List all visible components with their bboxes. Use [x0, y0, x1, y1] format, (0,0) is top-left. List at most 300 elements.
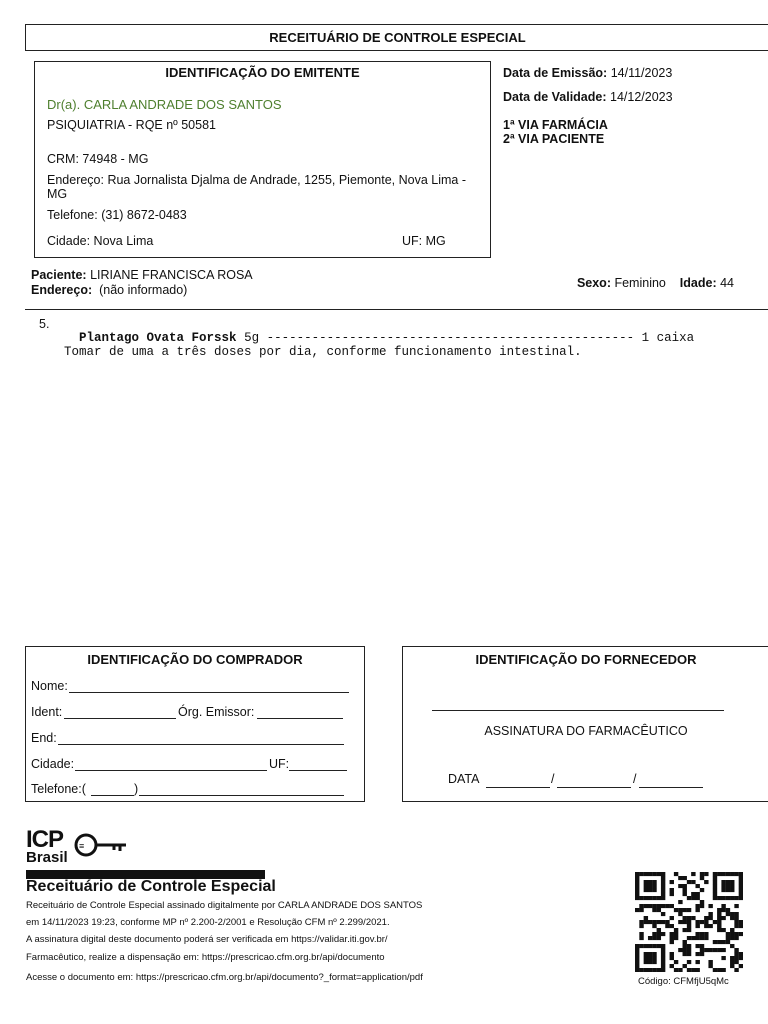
qr-module: [652, 896, 656, 900]
comprador-telefone-close: ): [134, 782, 139, 796]
qr-module: [695, 904, 699, 908]
comprador-telefone-label: Telefone:(: [31, 782, 86, 796]
qr-module: [739, 932, 743, 936]
qr-module: [687, 908, 691, 912]
qr-module: [739, 924, 743, 928]
qr-module: [704, 916, 708, 920]
fornecedor-year-line: [639, 787, 703, 788]
qr-module: [652, 936, 656, 940]
comprador-ident-line: [64, 718, 176, 719]
fornecedor-box: [402, 646, 768, 802]
qr-module: [648, 968, 652, 972]
qr-module: [683, 888, 687, 892]
qr-module: [670, 892, 674, 896]
comprador-title: IDENTIFICAÇÃO DO COMPRADOR: [87, 652, 303, 667]
doctor-uf: UF: MG: [402, 234, 446, 248]
qr-module: [687, 880, 691, 884]
qr-module: [704, 924, 708, 928]
icp-logo-bottom: Brasil: [26, 849, 68, 866]
footer-line-5: Acesse o documento em: https://prescricao.cfm.org.br/api/documento?_format=application/pdf: [26, 972, 423, 983]
qr-module: [683, 920, 687, 924]
qr-module: [734, 904, 738, 908]
svg-text:≡: ≡: [79, 841, 85, 851]
qr-module: [700, 904, 704, 908]
patient-name-label: Paciente:: [31, 268, 87, 282]
qr-module: [704, 932, 708, 936]
qr-module: [687, 968, 691, 972]
qr-module: [670, 932, 674, 936]
qr-module: [721, 956, 725, 960]
qr-module: [657, 968, 661, 972]
qr-module: [739, 888, 743, 892]
qr-module: [670, 940, 674, 944]
qr-module: [678, 900, 682, 904]
fornecedor-signature-line: [432, 710, 724, 711]
qr-module: [700, 920, 704, 924]
qr-module: [657, 904, 661, 908]
qr-module: [635, 876, 639, 880]
qr-module: [670, 888, 674, 892]
qr-module: [652, 932, 656, 936]
qr-module: [674, 936, 678, 940]
qr-module: [721, 940, 725, 944]
qr-module: [648, 884, 652, 888]
patient-address: [31, 283, 187, 297]
qr-module: [661, 968, 665, 972]
qr-module: [730, 872, 734, 876]
qr-module: [683, 876, 687, 880]
qr-module: [695, 968, 699, 972]
qr-module: [721, 968, 725, 972]
prescription-number: 5.: [39, 317, 50, 331]
qr-module: [644, 968, 648, 972]
comprador-telefone-row: [31, 782, 344, 796]
qr-module: [695, 960, 699, 964]
emissao-label: Data de Emissão:: [503, 66, 608, 80]
qr-module: [652, 956, 656, 960]
qr-module: [695, 920, 699, 924]
qr-module: [739, 884, 743, 888]
qr-module: [721, 896, 725, 900]
qr-module: [648, 880, 652, 884]
qr-module: [639, 924, 643, 928]
prescription-dose: 5g ------------------------------------------------- 1 caixa: [244, 331, 695, 345]
qr-module: [721, 888, 725, 892]
qr-module: [635, 968, 639, 972]
qr-module: [700, 944, 704, 948]
qr-module: [734, 920, 738, 924]
qr-module: [687, 896, 691, 900]
qr-code-icon[interactable]: [635, 872, 743, 972]
qr-module: [674, 872, 678, 876]
qr-module: [644, 884, 648, 888]
qr-module: [635, 884, 639, 888]
qr-module: [657, 908, 661, 912]
qr-module: [700, 888, 704, 892]
validade-date: [503, 90, 673, 104]
qr-module: [644, 916, 648, 920]
qr-module: [652, 924, 656, 928]
qr-module: [652, 904, 656, 908]
doctor-phone: Telefone: (31) 8672-0483: [47, 208, 187, 222]
qr-module: [674, 908, 678, 912]
qr-module: [652, 872, 656, 876]
qr-module: [670, 952, 674, 956]
qr-module: [734, 924, 738, 928]
footer-line-2: em 14/11/2023 19:23, conforme MP nº 2.200-2/2001 e Resolução CFM nº 2.299/2021.: [26, 917, 390, 928]
qr-module: [708, 912, 712, 916]
qr-module: [635, 948, 639, 952]
document-header-box: [25, 24, 768, 51]
qr-module: [734, 912, 738, 916]
qr-module: [639, 968, 643, 972]
qr-module: [704, 936, 708, 940]
qr-module: [717, 948, 721, 952]
comprador-nome-row: [31, 679, 349, 693]
patient-divider: [25, 309, 768, 310]
qr-module: [730, 888, 734, 892]
qr-module: [704, 920, 708, 924]
qr-module: [683, 952, 687, 956]
qr-module: [648, 888, 652, 892]
qr-module: [734, 956, 738, 960]
qr-module: [700, 936, 704, 940]
prescription-item: [64, 317, 694, 345]
qr-module: [717, 920, 721, 924]
qr-module: [648, 960, 652, 964]
qr-module: [721, 884, 725, 888]
qr-module: [734, 936, 738, 940]
qr-module: [717, 912, 721, 916]
qr-module: [721, 948, 725, 952]
qr-module: [639, 944, 643, 948]
qr-module: [657, 932, 661, 936]
qr-module: [708, 916, 712, 920]
qr-module: [661, 960, 665, 964]
comprador-uf-label: UF:: [269, 757, 290, 771]
qr-module: [726, 932, 730, 936]
qr-module: [657, 896, 661, 900]
qr-module: [657, 936, 661, 940]
qr-module: [687, 920, 691, 924]
comprador-end-label: End:: [31, 731, 57, 745]
qr-module: [639, 904, 643, 908]
icp-logo-top: ICP: [26, 826, 64, 853]
comprador-uf-line: [289, 770, 347, 771]
qr-module: [726, 896, 730, 900]
qr-module: [713, 876, 717, 880]
document-title: RECEITUÁRIO DE CONTROLE ESPECIAL: [269, 30, 526, 45]
qr-module: [665, 904, 669, 908]
qr-module: [687, 924, 691, 928]
qr-module: [639, 908, 643, 912]
qr-module: [721, 904, 725, 908]
qr-module: [648, 956, 652, 960]
qr-module: [700, 876, 704, 880]
qr-module: [670, 936, 674, 940]
qr-module: [670, 880, 674, 884]
qr-module: [730, 880, 734, 884]
qr-module: [704, 872, 708, 876]
qr-module: [683, 884, 687, 888]
qr-module: [635, 880, 639, 884]
qr-module: [717, 896, 721, 900]
qr-module: [652, 944, 656, 948]
qr-module: [661, 920, 665, 924]
qr-module: [683, 940, 687, 944]
emitente-title: IDENTIFICAÇÃO DO EMITENTE: [165, 65, 360, 80]
qr-module: [713, 884, 717, 888]
emitente-box: [34, 61, 491, 258]
qr-module: [644, 888, 648, 892]
qr-module: [739, 896, 743, 900]
qr-module: [730, 928, 734, 932]
qr-module: [661, 932, 665, 936]
qr-module: [687, 944, 691, 948]
qr-module: [717, 872, 721, 876]
patient-sex-age: [577, 276, 734, 290]
patient-name-value: LIRIANE FRANCISCA ROSA: [90, 268, 253, 282]
qr-module: [683, 944, 687, 948]
fornecedor-slash-1: /: [551, 772, 555, 786]
qr-module: [648, 920, 652, 924]
qr-module: [648, 952, 652, 956]
comprador-end-row: [31, 731, 344, 745]
qr-module: [648, 936, 652, 940]
qr-module: [708, 904, 712, 908]
qr-module: [661, 912, 665, 916]
qr-module: [644, 956, 648, 960]
qr-module: [691, 872, 695, 876]
qr-module: [657, 928, 661, 932]
qr-module: [695, 932, 699, 936]
qr-module: [652, 920, 656, 924]
qr-module: [734, 916, 738, 920]
qr-module: [683, 964, 687, 968]
qr-module: [717, 908, 721, 912]
qr-module: [639, 872, 643, 876]
qr-module: [665, 920, 669, 924]
qr-module: [708, 960, 712, 964]
qr-module: [661, 888, 665, 892]
qr-module: [730, 912, 734, 916]
qr-module: [721, 872, 725, 876]
qr-module: [661, 952, 665, 956]
qr-module: [687, 936, 691, 940]
doctor-address-line2: MG: [47, 187, 68, 201]
qr-module: [695, 944, 699, 948]
qr-module: [721, 880, 725, 884]
qr-module: [704, 948, 708, 952]
footer-line-4: Farmacêutico, realize a dispensação em: https://prescricao.cfm.org.br/api/documento: [26, 952, 385, 963]
qr-module: [734, 896, 738, 900]
qr-module: [670, 904, 674, 908]
qr-module: [661, 956, 665, 960]
comprador-telefone-ddd-line: [91, 795, 134, 796]
qr-module: [721, 908, 725, 912]
qr-module: [674, 968, 678, 972]
qr-module: [678, 920, 682, 924]
qr-module: [635, 952, 639, 956]
qr-module: [713, 892, 717, 896]
qr-module: [683, 892, 687, 896]
qr-module: [652, 952, 656, 956]
qr-module: [734, 960, 738, 964]
qr-module: [661, 892, 665, 896]
via-farmacia: 1ª VIA FARMÁCIA: [503, 118, 608, 132]
comprador-ident-row: [31, 705, 343, 719]
qr-module: [657, 872, 661, 876]
comprador-ident-label: Ident:: [31, 705, 63, 719]
patient-age-value: 44: [720, 276, 734, 290]
qr-module: [713, 872, 717, 876]
qr-module: [739, 964, 743, 968]
footer-line-3: A assinatura digital deste documento poderá ser verificada em https://validar.iti.gov.br/: [26, 934, 388, 945]
qr-module: [717, 928, 721, 932]
emissao-value: 14/11/2023: [610, 66, 673, 80]
qr-module: [644, 944, 648, 948]
qr-module: [717, 940, 721, 944]
comprador-cidade-label: Cidade:: [31, 757, 75, 771]
qr-module: [695, 884, 699, 888]
qr-module: [648, 872, 652, 876]
qr-module: [687, 952, 691, 956]
qr-module: [691, 892, 695, 896]
doctor-city: Cidade: Nova Lima: [47, 234, 154, 248]
comprador-box: [25, 646, 365, 802]
qr-module: [687, 948, 691, 952]
comprador-nome-label: Nome:: [31, 679, 68, 693]
patient-address-label: Endereço:: [31, 283, 93, 297]
qr-module: [730, 956, 734, 960]
qr-module: [717, 916, 721, 920]
qr-module: [644, 952, 648, 956]
qr-module: [734, 968, 738, 972]
qr-module: [683, 916, 687, 920]
qr-module: [717, 924, 721, 928]
fornecedor-month-line: [557, 787, 631, 788]
qr-module: [678, 876, 682, 880]
fornecedor-data-row: [448, 772, 703, 786]
qr-module: [644, 896, 648, 900]
fornecedor-data-label: DATA: [448, 772, 480, 786]
qr-module: [657, 920, 661, 924]
qr-module: [739, 892, 743, 896]
emissao-date: [503, 66, 672, 80]
qr-module: [713, 940, 717, 944]
qr-module: [670, 956, 674, 960]
qr-module: [670, 964, 674, 968]
qr-module: [691, 896, 695, 900]
qr-module: [700, 872, 704, 876]
doctor-address-line1: Endereço: Rua Jornalista Djalma de Andrade, 1255, Piemonte, Nova Lima -: [47, 173, 466, 187]
key-icon: [74, 833, 130, 859]
qr-module: [674, 960, 678, 964]
qr-module: [648, 904, 652, 908]
qr-module: [674, 928, 678, 932]
qr-module: [644, 960, 648, 964]
qr-module: [726, 888, 730, 892]
footer-line-1: Receituário de Controle Especial assinado digitalmente por CARLA ANDRADE DOS SANTOS: [26, 900, 423, 911]
qr-module: [661, 880, 665, 884]
qr-module: [652, 960, 656, 964]
qr-module: [730, 896, 734, 900]
patient-age-label: Idade:: [679, 276, 717, 290]
qr-module: [648, 944, 652, 948]
prescription-instructions: Tomar de uma a três doses por dia, conforme funcionamento intestinal.: [64, 345, 582, 359]
qr-module: [657, 944, 661, 948]
qr-module: [678, 968, 682, 972]
qr-module: [739, 872, 743, 876]
qr-module: [730, 964, 734, 968]
qr-module: [700, 952, 704, 956]
qr-module: [687, 916, 691, 920]
qr-module: [639, 920, 643, 924]
qr-module: [726, 936, 730, 940]
qr-module: [691, 936, 695, 940]
qr-module: [730, 932, 734, 936]
qr-module: [700, 900, 704, 904]
qr-module: [700, 932, 704, 936]
qr-module: [635, 892, 639, 896]
patient-sex-label: Sexo:: [576, 276, 611, 290]
qr-module: [734, 872, 738, 876]
qr-module: [713, 948, 717, 952]
qr-module: [695, 908, 699, 912]
qr-module: [678, 948, 682, 952]
qr-module: [644, 904, 648, 908]
qr-module: [652, 908, 656, 912]
qr-module: [687, 960, 691, 964]
qr-module: [683, 948, 687, 952]
qr-module: [661, 964, 665, 968]
qr-module: [739, 876, 743, 880]
qr-module: [678, 884, 682, 888]
fornecedor-slash-2: /: [633, 772, 637, 786]
qr-module: [695, 896, 699, 900]
qr-module: [674, 932, 678, 936]
qr-module: [665, 924, 669, 928]
qr-module: [644, 880, 648, 884]
qr-module: [687, 928, 691, 932]
qr-module: [730, 960, 734, 964]
qr-module: [683, 928, 687, 932]
doctor-specialty: PSIQUIATRIA - RQE nº 50581: [47, 118, 216, 132]
qr-module: [726, 880, 730, 884]
qr-module: [639, 896, 643, 900]
qr-module: [683, 908, 687, 912]
qr-module: [695, 936, 699, 940]
qr-module: [726, 940, 730, 944]
qr-module: [652, 968, 656, 972]
qr-module: [691, 968, 695, 972]
qr-module: [734, 932, 738, 936]
qr-module: [713, 896, 717, 900]
qr-module: [678, 908, 682, 912]
qr-module: [695, 952, 699, 956]
qr-module: [648, 896, 652, 900]
patient-name: [31, 268, 253, 282]
qr-module: [730, 916, 734, 920]
prescription-drug: Plantago Ovata Forssk: [79, 331, 237, 345]
qr-module: [639, 936, 643, 940]
qr-module: [708, 948, 712, 952]
verification-code: Código: CFMfjU5qMc: [638, 976, 729, 987]
qr-module: [739, 880, 743, 884]
qr-module: [708, 924, 712, 928]
qr-module: [730, 944, 734, 948]
qr-module: [639, 932, 643, 936]
